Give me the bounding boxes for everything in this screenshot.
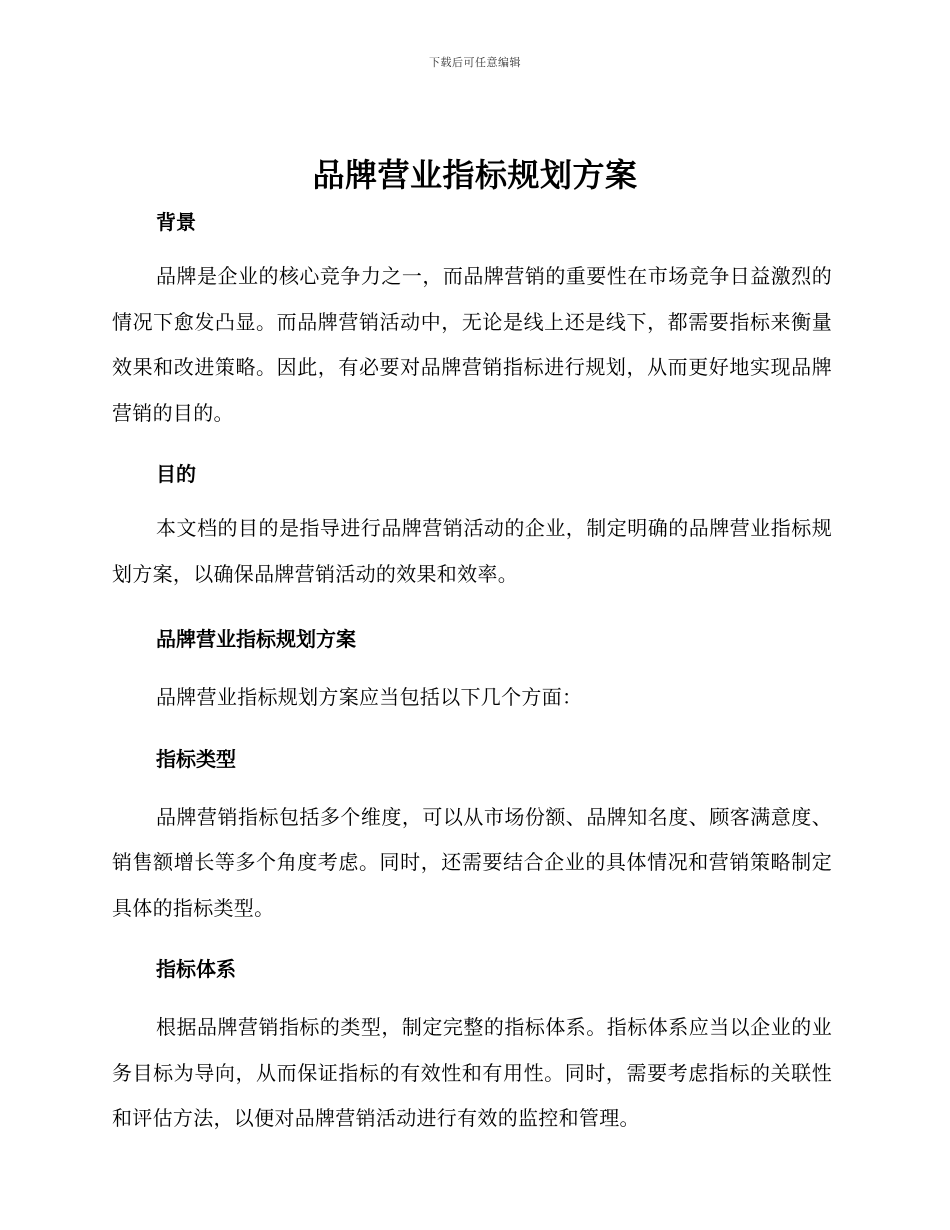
section-paragraph-indicator-types: 品牌营销指标包括多个维度，可以从市场份额、品牌知名度、顾客满意度、销售额增长等多个角度考虑。同时，还需要结合企业的具体情况和营销策略制定具体的指标类型。 (112, 804, 832, 920)
document-title: 品牌营业指标规划方案 (312, 156, 638, 194)
section-paragraph-indicator-system: 根据品牌营销指标的类型，制定完整的指标体系。指标体系应当以企业的业务目标为导向，从而保证指标的有效性和有用性。同时，需要考虑指标的关联性和评估方法，以便对品牌营销活动进行有效的监控和管理。 (112, 1015, 832, 1130)
section-heading-indicator-system: 指标体系 (156, 957, 236, 981)
section-paragraph-background: 品牌是企业的核心竞争力之一，而品牌营销的重要性在市场竞争日益激烈的情况下愈发凸显。而品牌营销活动中，无论是线上还是线下，都需要指标来衡量效果和改进策略。因此，有必要对品牌营销指标进行规划，从而更好地实现品牌营销的目的。 (112, 264, 832, 425)
header-note: 下载后可任意编辑 (429, 56, 521, 69)
section-heading-purpose: 目的 (156, 462, 196, 486)
section-paragraph-plan: 品牌营业指标规划方案应当包括以下几个方面： (156, 685, 583, 709)
section-heading-background: 背景 (156, 210, 196, 234)
document-body (112, 196, 832, 1142)
section-heading-plan: 品牌营业指标规划方案 (156, 627, 356, 651)
section-heading-indicator-types: 指标类型 (156, 746, 236, 771)
section-paragraph-purpose: 本文档的目的是指导进行品牌营销活动的企业，制定明确的品牌营业指标规划方案，以确保品牌营销活动的效果和效率。 (112, 516, 832, 586)
